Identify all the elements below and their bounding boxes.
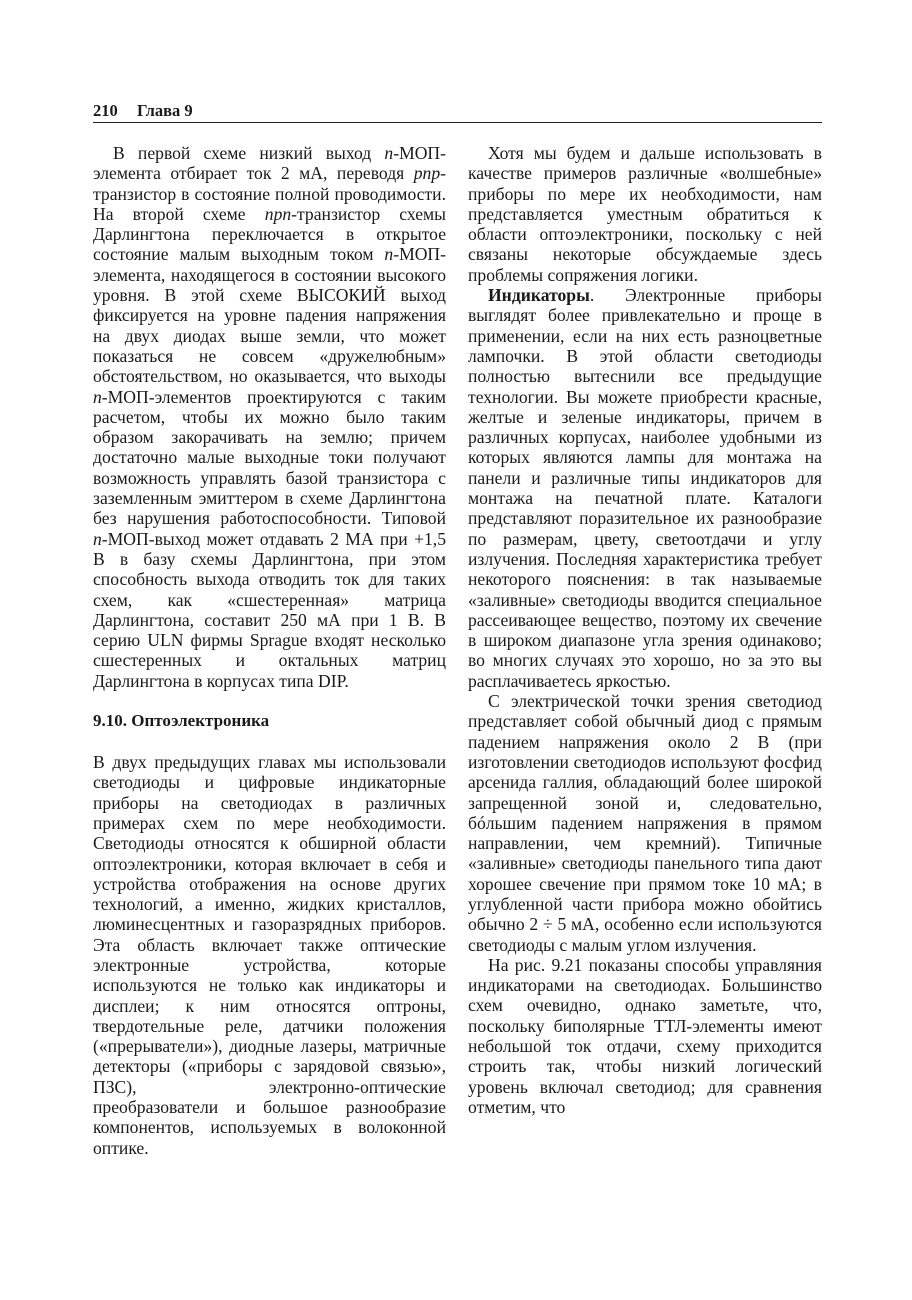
left-column [93, 143, 446, 1158]
chapter-title: Глава 9 [137, 101, 193, 120]
section-heading: 9.10. Оптоэлектроника [93, 711, 270, 731]
run-in-heading-indicators: Индикаторы [488, 285, 590, 306]
running-header [93, 100, 822, 123]
paragraph-indicators: Индикаторы. Электронные приборы выглядят более привлекательно и проще в применении, если на них есть разноцветные лампочки. В этой области светодиоды полностью вытеснили все предыдущие технологии. Вы можете приобрести красные, желтые и зеленые индикаторы, причем в различных корпусах, наиболее удобными из которых являются лампы для монтажа на панели и различные типы индикаторов для монтажа на печатной плате. Каталоги представляют поразительное их разнообразие по размерам, цвету, светоотдачи и углу излучения. Последняя характеристика требует некоторого пояснения: в так называемые «заливные» светодиоды вводится специальное рассеивающее вещество, поэтому их свечение в широком диапазоне угла зрения одинаково; во многих случаях это хорошо, но за это вы расплачиваетесь яркостью. [468, 285, 822, 691]
right-column [468, 143, 822, 1117]
paragraph-magic-devices: Хотя мы будем и дальше использовать в качестве примеров различные «волшебные» приборы по мере их необходимости, нам представляется уместным обратиться к области оптоэлектроники, поскольку с ней связаны некоторые обсуждаемые здесь проблемы сопряжения логики. [468, 143, 822, 285]
paragraph-figure-reference: На рис. 9.21 показаны способы управляния индикаторами на светодиодах. Большинство схем очевидно, однако заметьте, что, поскольку биполярные ТТЛ-элементы имеют небольшой ток отдачи, схему приходится строить так, чтобы низкий логический уровень включал светодиод; для сравнения отметим, что [468, 954, 822, 1117]
page-number: 210 [93, 101, 118, 120]
paragraph-darlington: В первой схеме низкий выход n-МОП-элемента отбирает ток 2 мА, переводя pnp-транзистор в состояние полной проводимости. На второй схеме npn-транзистор схемы Дарлингтона переключается в открытое состояние малым выходным током n-МОП-элемента, находящегося в состоянии высокого уровня. В этой схеме ВЫСОКИЙ выход фиксируется на уровне падения напряжения на двух диодах выше земли, что может показаться не совсем «дружелюбным» обстоятельством, но оказывается, что выходы n-МОП-элементов проектируются с таким расчетом, чтобы их можно было таким образом закорачивать на землю; причем достаточно малые выходные токи получают возможность управлять базой транзистора с заземленным эмиттером в схеме Дарлингтона без нарушения работоспособности. Типовой n-МОП-выход может отдавать 2 МА при +1,5 В в базу схемы Дарлингтона, при этом способность выхода отводить ток для таких схем, как «сшестеренная» матрица Дарлингтона, составит 250 мА при 1 В. В серию ULN фирмы Sprague входят несколько сшестеренных и октальных матриц Дарлингтона в корпусах типа DIP. [93, 143, 447, 691]
paragraph-electrical-view: С электрической точки зрения светодиод представляет собой обычный диод с прямым падением напряжения около 2 В (при изготовлении светодиодов используют фосфид арсенида галлия, обладающий более широкой запрещенной зоной и, следовательно, бóльшим падением напряжения в прямом направлении, чем кремний). Типичные «заливные» светодиоды панельного типа дают хорошее свечение при прямом токе 10 мА; в углубленной части прибора можно обойтись обычно 2 ÷ 5 мА, особенно если используются светодиоды с малым углом излучения. [468, 691, 822, 955]
paragraph-optoelectronics-intro: В двух предыдущих главах мы использовали светодиоды и цифровые индикаторные приборы на светодиодах в различных примерах схем по мере необходимости. Светодиоды относятся к обширной области оптоэлектроники, которая включает в себя и устройства отображения на основе других технологий, а именно, жидких кристаллов, люминесцентных и газоразрядных приборов. Эта область включает также оптические электронные устройства, которые используются не только как индикаторы и дисплеи; к ним относятся оптроны, твердотельные реле, датчики положения («прерыватели»), диодные лазеры, матричные детекторы («приборы с зарядовой связью», ПЗС), электронно-оптические преобразователи и большое разнообразие компонентов, используемых в волоконной оптике. [93, 752, 446, 1158]
